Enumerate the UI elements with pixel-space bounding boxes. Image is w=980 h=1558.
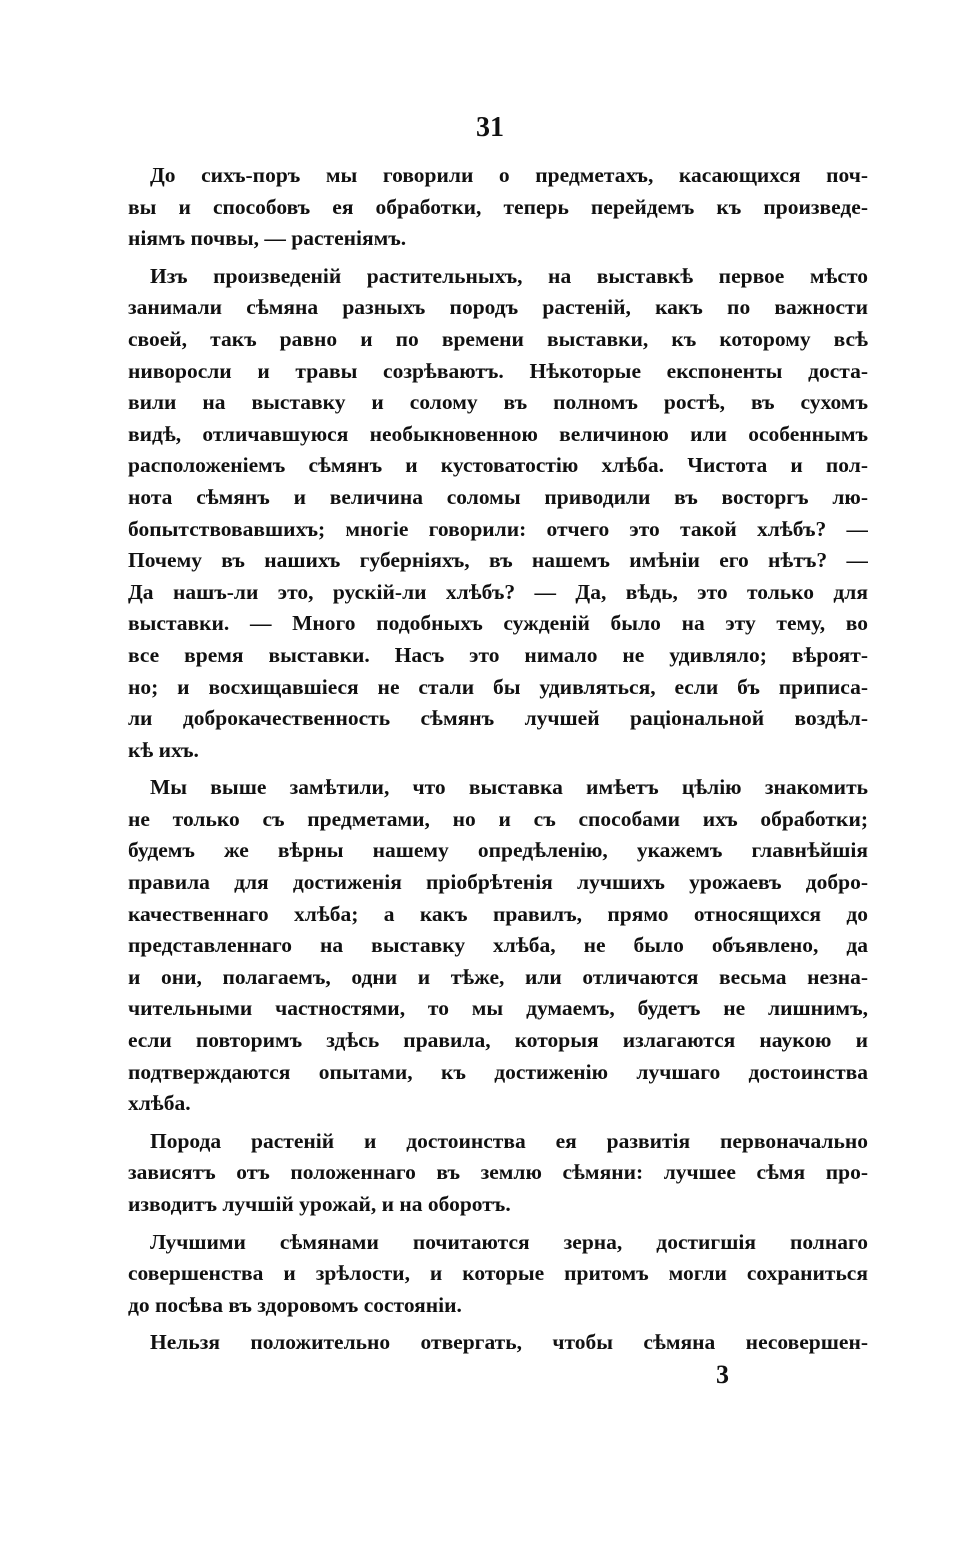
text-line: до посѣва въ здоровомъ состояніи. (128, 1292, 462, 1317)
text-line: представленнаго на выставку хлѣба, не было объявлено, да (128, 933, 868, 958)
text-line: Лучшими сѣмянами почитаются зерна, достигшія полнаго (150, 1229, 868, 1254)
text-line: хлѣба. (128, 1091, 191, 1116)
text-line: кѣ ихъ. (128, 737, 199, 762)
text-line: изводитъ лучшій урожай, и на оборотъ. (128, 1192, 511, 1216)
text-line: но; и восхищавшіеся не стали бы удивляться, если бъ приписа- (128, 674, 868, 699)
text-line: занимали сѣмяна разныхъ породъ растеній, какъ по важности (128, 295, 868, 320)
text-line: правила для достиженія пріобрѣтенія лучшихъ урожаевъ добро- (128, 870, 868, 895)
page-number: 31 (476, 112, 504, 143)
text-line: зависятъ отъ положеннаго въ землю сѣмяни: лучшее сѣмя про- (128, 1160, 868, 1185)
text-line: Порода растеній и достоинства ея развитія первоначально (150, 1128, 868, 1153)
text-line: ниворосли и травы созрѣваютъ. Нѣкоторые експоненты доста- (128, 358, 868, 383)
text-line: Почему въ нашихъ губерніяхъ, въ нашемъ имѣніи его нѣтъ? — (128, 548, 868, 573)
signature-mark: 3 (716, 1360, 729, 1389)
text-line: расположеніемъ сѣмянъ и кустоватостію хлѣба. Чистота и пол- (128, 453, 868, 478)
text-line: Изъ произведеній растительныхъ, на выставкѣ первое мѣсто (150, 263, 868, 288)
text-line: и они, полагаемъ, одни и тѣже, или отличаются весьма незна- (128, 964, 868, 989)
text-line: ніямъ почвы, — растеніямъ. (128, 226, 407, 251)
text-line: качественнаго хлѣба; а какъ правилъ, прямо относящихся до (128, 901, 868, 926)
text-line: своей, такъ равно и по времени выставки, къ которому всѣ (128, 326, 868, 351)
text-line: видѣ, отличавшуюся необыкновенною величиною или особеннымъ (128, 421, 868, 446)
text-line: Нельзя положительно отвергать, чтобы сѣмяна несовершен- (150, 1330, 868, 1355)
text-line: чительными частностями, то мы думаемъ, будетъ не лишнимъ, (128, 996, 868, 1021)
text-line: выставки. — Много подобныхъ сужденій было на эту тему, во (128, 611, 868, 636)
text-line: вили на выставку и солому въ полномъ ростѣ, въ сухомъ (128, 390, 868, 415)
text-line: будемъ же вѣрны нашему опредѣленію, укажемъ главнѣйшія (128, 838, 868, 863)
text-line: Мы выше замѣтили, что выставка имѣетъ цѣлію знакомить (150, 775, 868, 800)
text-line: не только съ предметами, но и съ способами ихъ обработки; (128, 806, 868, 831)
text-line: совершенства и зрѣлости, и которые притомъ могли сохраниться (128, 1261, 868, 1286)
text-line: бопытствовавшихъ; многіе говорили: отчего это такой хлѣбъ? — (128, 516, 868, 541)
text-line: До сихъ-поръ мы говорили о предметахъ, касающихся поч- (150, 163, 868, 187)
text-line: все время выставки. Насъ это нимало не удивляло; вѣроят- (128, 642, 868, 667)
text-line: вы и способовъ ея обработки, теперь перейдемъ къ произведе- (128, 194, 868, 219)
text-line: если повторимъ здѣсь правила, которыя излагаются наукою и (128, 1028, 868, 1053)
text-line: ли доброкачественность сѣмянъ лучшей раціональной воздѣл- (128, 706, 868, 731)
body-text (128, 160, 868, 1359)
text-line: нота сѣмянъ и величина соломы приводили въ восторгъ лю- (128, 484, 868, 509)
text-line: подтверждаются опытами, къ достиженію лучшаго достоинства (128, 1059, 868, 1084)
text-line: Да нашъ-ли это, рускій-ли хлѣбъ? — Да, вѣдь, это только для (128, 579, 868, 604)
